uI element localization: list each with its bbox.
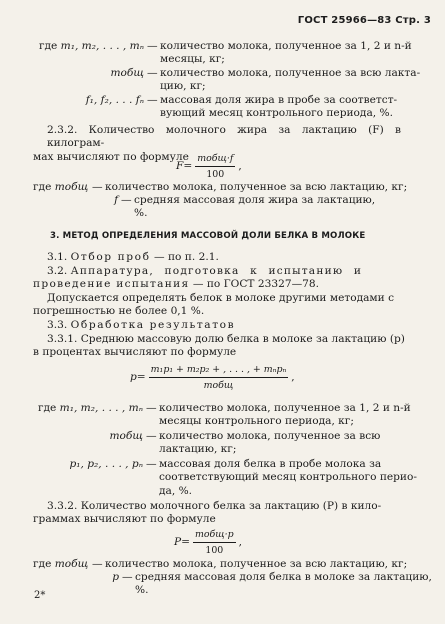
definition-term: f₁, f₂, . . . fₙ — [85, 94, 144, 106]
definition-dash: — — [147, 40, 158, 52]
definition-text: количество молока, полученное за всю лактацию, кг; — [159, 430, 381, 456]
definition-text: массовая доля жира в пробе за соответст- вующий месяц контрольного периода, %. — [160, 94, 398, 120]
definition-text: количество молока, полученное за всю лакта- цию, кг; — [160, 67, 421, 93]
definition-term: где mобщ — [33, 181, 89, 193]
definition-dash: — — [146, 458, 157, 470]
definition-text: количество молока, полученное за всю лактацию, кг; — [105, 181, 408, 193]
paragraph-3-3-1: 3.3.1. Среднюю массовую долю белка в молоке за лактацию (p) в процентах вычисляют по формуле — [33, 333, 405, 359]
formula-protein-share: p= $\frac{\text{m₁p₁ + m₂p₂ + , . . . , + mₙpₙ}}{\text{mобщ}}$ , — [130, 364, 295, 392]
definition-text: средняя массовая доля жира за лактацию, %. — [134, 194, 376, 220]
definition-dash: — — [146, 430, 157, 442]
paragraph-3-1: 3.1. Отбор проб — по п. 2.1. — [47, 251, 219, 263]
definition-term: где m₁, m₂, . . . , mₙ — [38, 40, 144, 52]
formula-fat: F= $\frac{\text{mобщ·f}}{100}$ , — [176, 153, 242, 181]
definition-dash: — — [122, 571, 133, 583]
definition-term: p — [112, 571, 119, 583]
section-heading: 3. МЕТОД ОПРЕДЕЛЕНИЯ МАССОВОЙ ДОЛИ БЕЛКА В МОЛОКЕ — [50, 231, 366, 241]
definition-text: количество молока, полученное за 1, 2 и n-й месяцы контрольного периода, кг; — [159, 402, 411, 428]
definition-dash: — — [121, 194, 132, 206]
definition-dash: — — [147, 67, 158, 79]
definition-term: f — [114, 194, 118, 206]
definition-text: количество молока, полученное за 1, 2 и n-й месяцы, кг; — [160, 40, 412, 66]
definition-dash: — — [147, 94, 158, 106]
paragraph-3-2-note: Допускается определять белок в молоке другими методами с погрешностью не более 0,1 %. — [33, 292, 395, 318]
definition-term: где mобщ — [33, 558, 89, 570]
definition-term: где m₁, m₂, . . . , mₙ — [37, 402, 143, 414]
definition-dash: — — [146, 402, 157, 414]
definition-term: mобщ — [110, 67, 144, 79]
definition-dash: — — [92, 181, 103, 193]
page-header: ГОСТ 25966—83 Стр. 3 — [297, 15, 431, 26]
definition-term: mобщ — [109, 430, 143, 442]
definition-text: массовая доля белка в пробе молока за соответствующий месяц контрольного перио- да, %. — [159, 458, 417, 497]
definition-term: p₁, p₂, . . . , pₙ — [69, 458, 143, 470]
formula-protein-amount: P= $\frac{\text{mобщ·p}}{100}$ , — [174, 529, 243, 557]
definition-dash: — — [92, 558, 103, 570]
definition-text: средняя массовая доля белка в молоке за лактацию, %. — [135, 571, 432, 597]
paragraph-3-3-2: 3.3.2. Количество молочного белка за лактацию (P) в кило- граммах вычисляют по формуле — [33, 500, 382, 526]
paragraph-3-2: 3.2. Аппаратура, подготовка к испытанию и проведение испытания — по ГОСТ 23327—78. — [33, 265, 363, 291]
paragraph-2-3-2: 2.3.2. Количество молочного жира за лактацию (F) в килограм- мах вычисляют по формуле — [33, 124, 401, 163]
definition-text: количество молока, полученное за всю лактацию, кг; — [105, 558, 408, 570]
page-footer-mark: 2* — [34, 590, 46, 601]
paragraph-3-3: 3.3. Обработка результатов — [47, 319, 236, 331]
